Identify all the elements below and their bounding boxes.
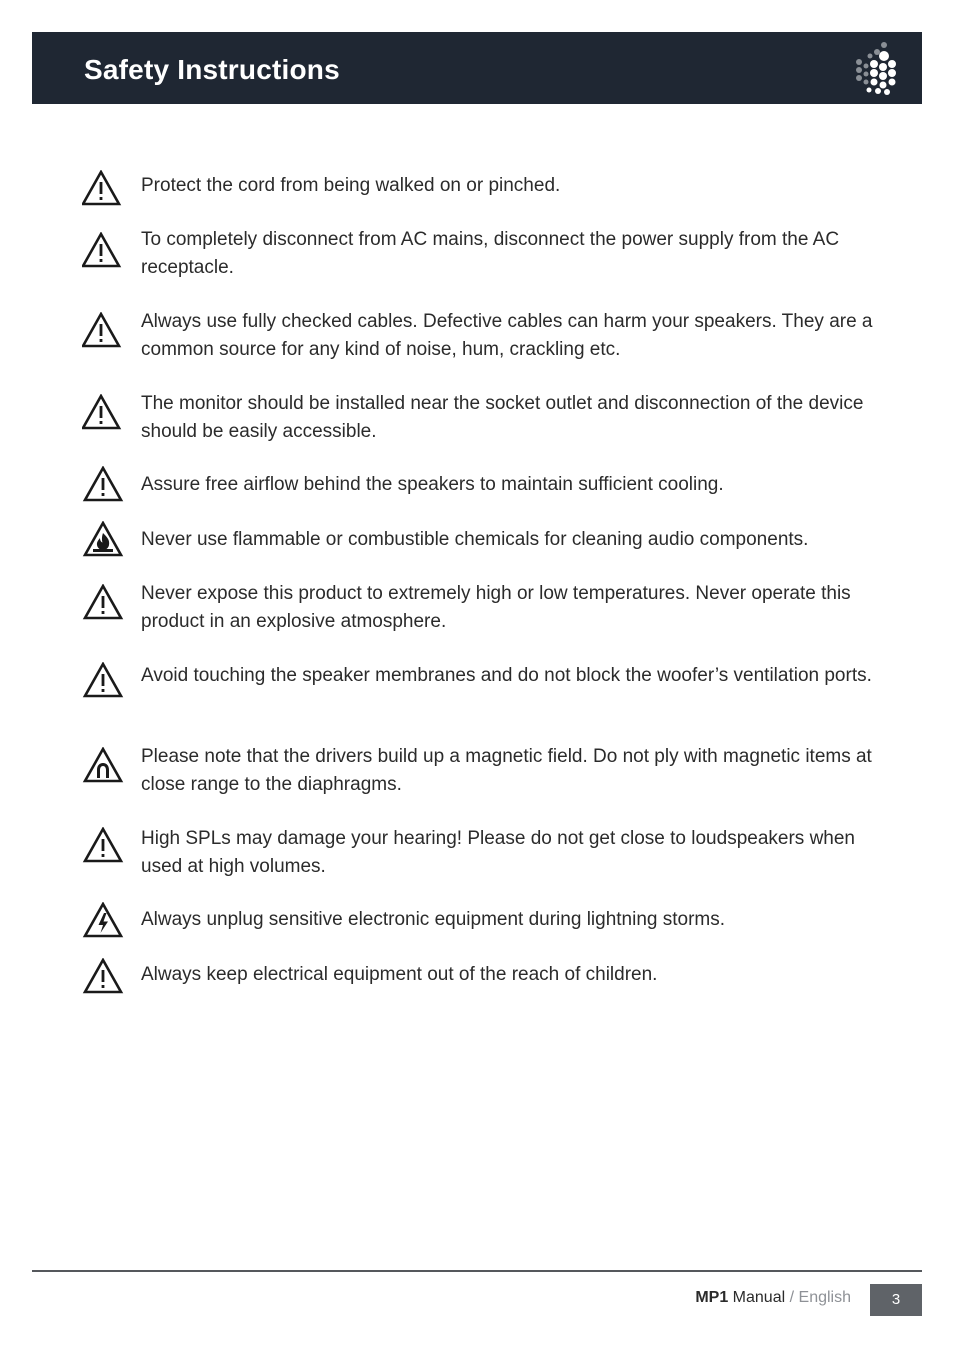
page-title: Safety Instructions bbox=[84, 54, 340, 85]
footer-language: English bbox=[798, 1289, 851, 1306]
page-header bbox=[32, 32, 922, 104]
warning-flammable-icon bbox=[82, 521, 124, 559]
warning-exclamation-icon bbox=[82, 170, 124, 208]
dotted-brand-logo-icon bbox=[850, 40, 902, 98]
warning-exclamation-icon bbox=[82, 232, 124, 270]
warning-exclamation-icon bbox=[82, 584, 124, 622]
warning-magnet-icon bbox=[82, 747, 124, 785]
warning-exclamation-icon bbox=[82, 958, 124, 996]
page-number: 3 bbox=[870, 1284, 922, 1316]
warning-lightning-icon bbox=[82, 902, 124, 940]
warning-exclamation-icon bbox=[82, 466, 124, 504]
footer-divider bbox=[32, 1270, 922, 1272]
footer-separator: / bbox=[789, 1289, 795, 1306]
warning-exclamation-icon bbox=[82, 827, 124, 865]
footer-doc-label bbox=[695, 1289, 851, 1307]
warning-exclamation-icon bbox=[82, 662, 124, 700]
footer-model: MP1 bbox=[695, 1289, 729, 1306]
warning-exclamation-icon bbox=[82, 312, 124, 350]
footer-doc: Manual bbox=[732, 1289, 786, 1306]
warning-exclamation-icon bbox=[82, 394, 124, 432]
